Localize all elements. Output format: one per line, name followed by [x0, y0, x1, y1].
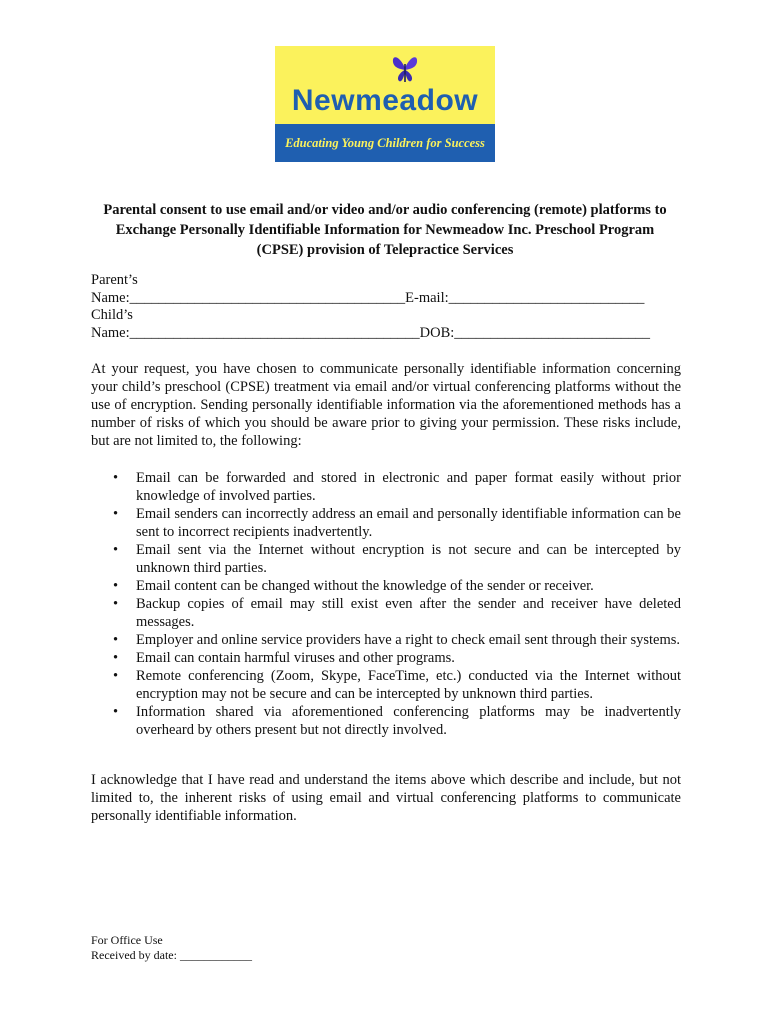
bullet-icon: • [113, 596, 119, 612]
parent-label: Parent’s [91, 272, 138, 288]
acknowledgement-paragraph: I acknowledge that I have read and understand the items above which describe and include, but not limited to, the inherent risks of using email and virtual conferencing platforms to communicate personally identifiable information. [91, 772, 681, 824]
risk-list [91, 469, 681, 739]
child-label: Child’s [91, 307, 133, 323]
newmeadow-logo [275, 46, 495, 162]
list-item: • Email can contain harmful viruses and other programs. [113, 650, 455, 666]
list-item: • Email sent via the Internet without encryption is not secure and can be intercepted by unknown third parties. [113, 542, 681, 576]
name-fields [91, 272, 650, 342]
title-line: Exchange Personally Identifiable Information for Newmeadow Inc. Preschool Program [115, 222, 655, 238]
list-item: • Employer and online service providers have a right to check email sent through their systems. [113, 632, 680, 648]
logo-blue-band [275, 124, 495, 162]
list-item: • Remote conferencing (Zoom, Skype, FaceTime, etc.) conducted via the Internet without encryption may not be secure and can be intercepted by unknown third parties. [113, 668, 681, 702]
parent-name-email-field[interactable]: Name:______________________________________E-mail:___________________________ [91, 289, 645, 306]
child-name-dob-field[interactable]: Name:________________________________________DOB:___________________________ [91, 324, 651, 341]
bullet-icon: • [113, 704, 119, 720]
office-use-label: For Office Use [91, 933, 163, 947]
butterfly-icon [390, 54, 420, 88]
title-line: Parental consent to use email and/or video and/or audio conferencing (remote) platforms to [103, 202, 667, 218]
bullet-icon: • [113, 506, 119, 522]
list-item: • Email senders can incorrectly address an email and personally identifiable information can be sent to incorrect recipients inadvertently. [113, 506, 681, 540]
bullet-icon: • [113, 650, 119, 666]
list-item: • Backup copies of email may still exist even after the sender and receiver have deleted messages. [113, 596, 681, 630]
bullet-icon: • [113, 668, 119, 684]
list-item: • Email content can be changed without the knowledge of the sender or receiver. [113, 578, 594, 594]
intro-paragraph: At your request, you have chosen to communicate personally identifiable information concerning your child’s preschool (CPSE) treatment via email and/or virtual conferencing platforms without the use of encryption. Sending personally identifiable information via the aforementioned methods has a number of risks of which you should be aware prior to giving your permission. These risks include, but are not limited to, the following: [91, 361, 681, 449]
bullet-icon: • [113, 632, 119, 648]
bullet-icon: • [113, 542, 119, 558]
title-line: (CPSE) provision of Telepractice Services [256, 242, 514, 258]
bullet-icon: • [113, 470, 119, 486]
list-item: • Email can be forwarded and stored in electronic and paper format easily without prior knowledge of involved parties. [113, 470, 681, 504]
received-by-date-field[interactable]: Received by date: ____________ [91, 948, 252, 962]
bullet-icon: • [113, 578, 119, 594]
logo-name: Newmeadow [291, 84, 479, 117]
document-title [80, 200, 690, 260]
office-use-block [91, 933, 252, 963]
list-item: • Information shared via aforementioned conferencing platforms may be inadvertently overheard by others present but not directly involved. [113, 704, 681, 738]
logo-yellow-band [275, 46, 495, 124]
logo-tagline: Educating Young Children for Success [285, 135, 485, 150]
